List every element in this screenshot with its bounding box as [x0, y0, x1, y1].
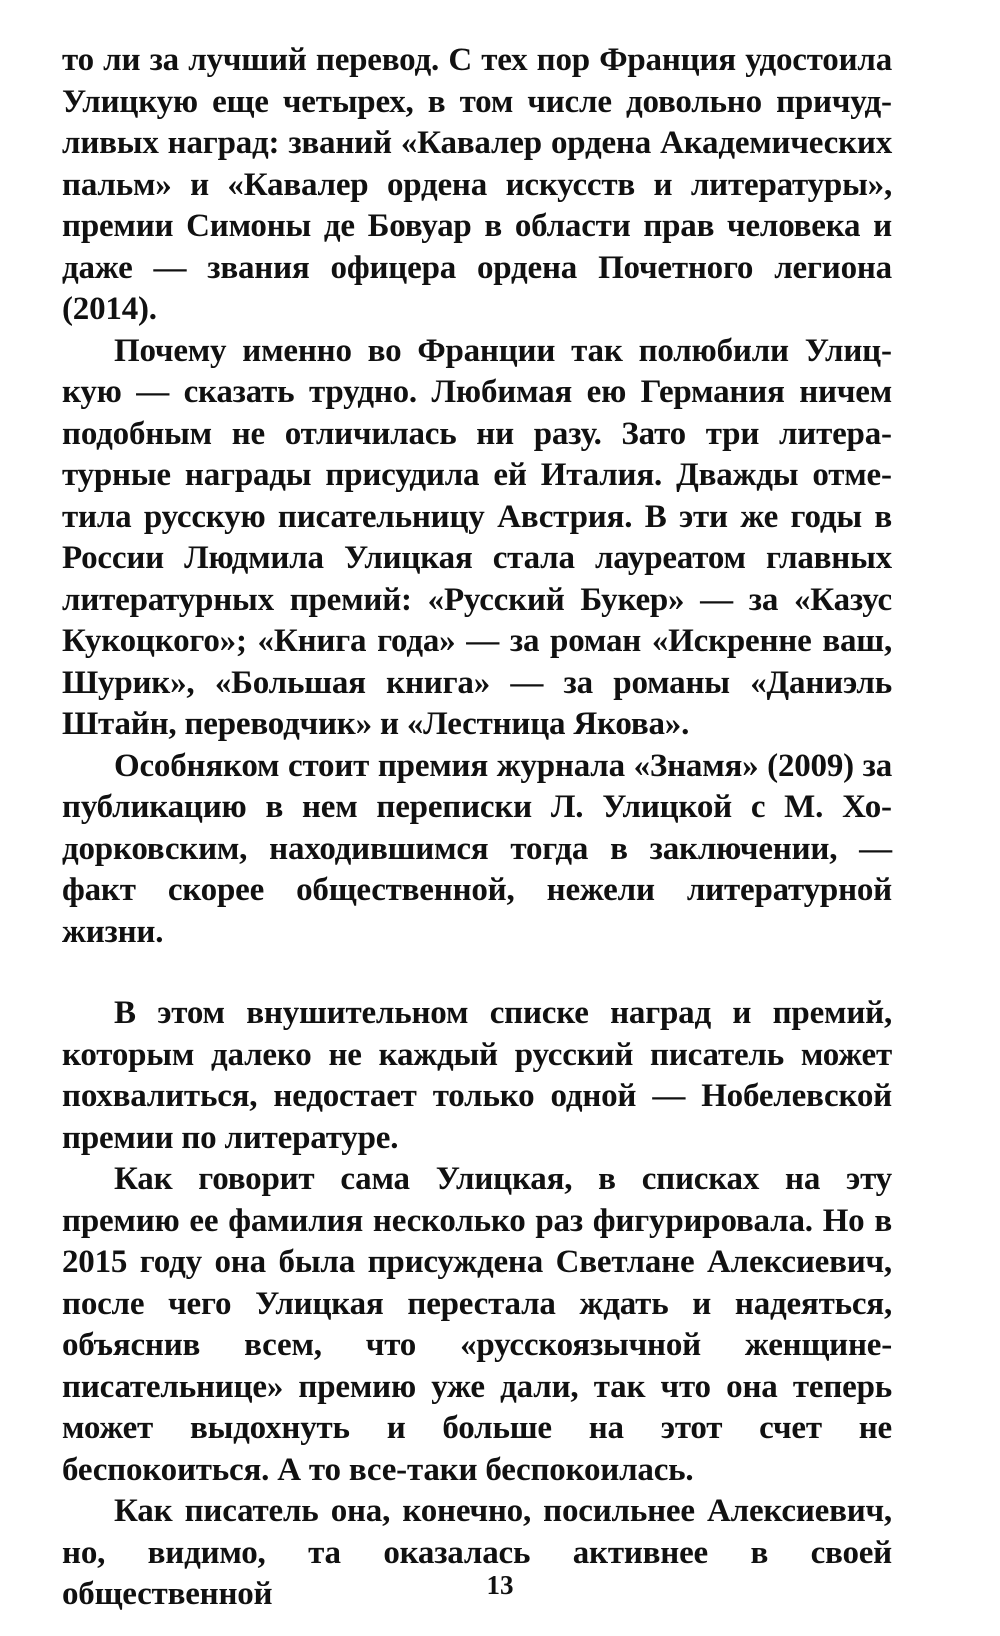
page-number: 13	[486, 1570, 514, 1600]
paragraph-2: Почему именно во Франции так полюбили Улицкую — сказать трудно. Любимая ею Германия ничем подобным не отличилась ни разу. Зато три литературные награды присудила ей Италия. Дважды отметила русскую писательницу Австрия. В эти же годы в России Людмила Улицкая стала лауреатом главных литературных премий: «Русский Букер» — за «Казус Кукоцкого»; «Книга года» — за роман «Искренне ваш, Шурик», «Большая книга» — за романы «Даниэль Штайн, переводчик» и «Лестница Якова».	[62, 332, 892, 742]
page-body	[62, 40, 892, 1616]
paragraph-3: Особняком стоит премия журнала «Знамя» (2009) за публикацию в нем переписки Л. Улицкой с М. Ходорковским, находившимся тогда в заключении, — факт скорее общественной, нежели литературной жизни.	[62, 747, 892, 950]
paragraph-1: то ли за лучший перевод. С тех пор Франция удостоила Улицкую еще четырех, в том числе довольно причудливых наград: званий «Кавалер ордена Академических пальм» и «Кавалер ордена искусств и литературы», премии Симоны де Бовуар в области прав человека и даже — звания офицера ордена Почетного легиона (2014).	[62, 42, 892, 327]
paragraph-5: Как говорит сама Улицкая, в списках на эту премию ее фамилия несколько раз фигурировала. Но в 2015 году она была присуждена Светлане Алексиевич, после чего Улицкая перестала ждать и надеяться, объяснив всем, что «русскоязычной женщине-писательнице» премию уже дали, так что она теперь может выдохнуть и больше на этот счет не беспокоиться. А то все-таки беспокоилась.	[62, 1161, 892, 1488]
paragraph-4: В этом внушительном списке наград и премий, которым далеко не каждый русский писатель может похвалиться, недостает только одной — Нобелевской премии по литературе.	[62, 995, 892, 1156]
section-break	[62, 953, 892, 993]
paragraph-6: Как писатель она, конечно, посильнее Алексиевич, но, видимо, та оказалась активнее в своей общественной	[62, 1493, 892, 1612]
